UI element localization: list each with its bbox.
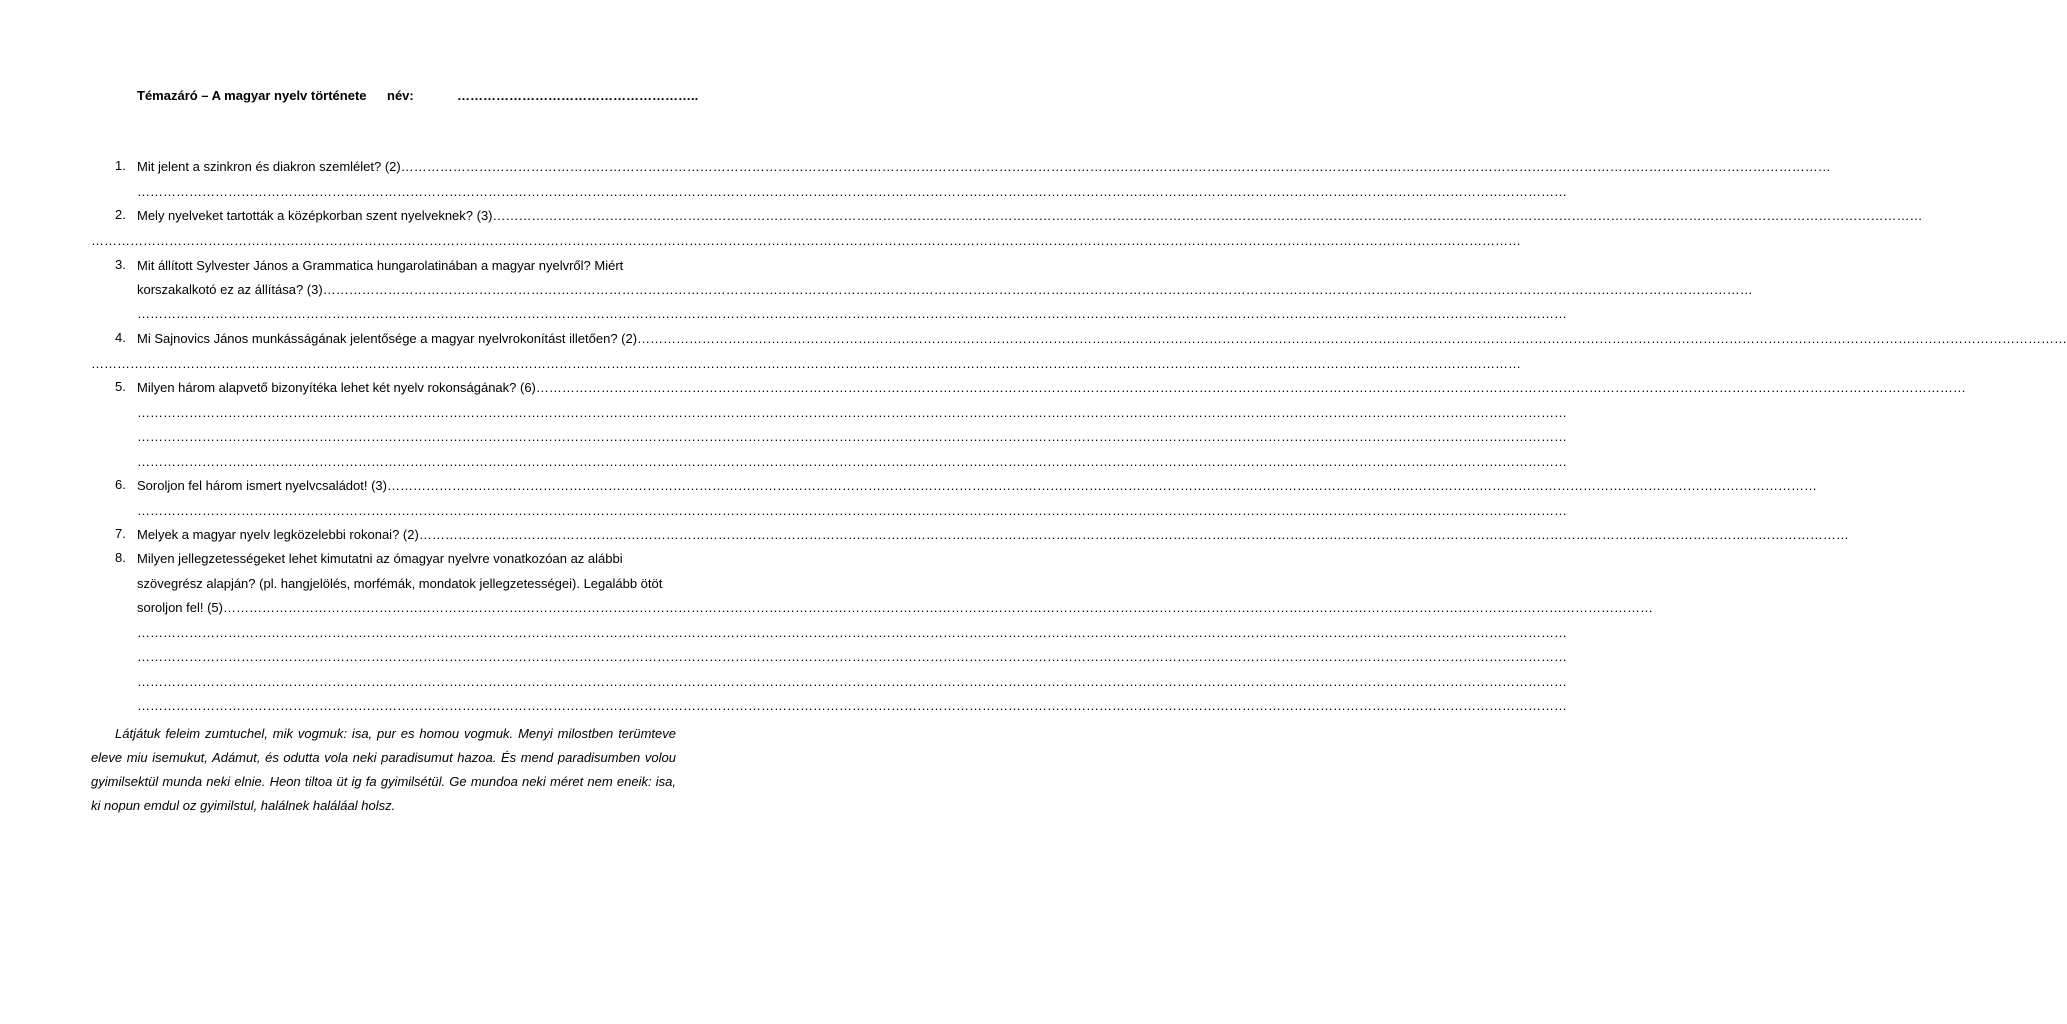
question-number: 8. [115,550,126,565]
answer-dots: …………………………………………………………………………………………………………………………………………………………………………………………………………………………………………………………………………………………………… [535,380,1966,395]
question-number: 2. [115,207,126,222]
answer-line: …………………………………………………………………………………………………………………………………………………………………………………………………………………………………………………………………………………………………… [137,698,1567,713]
question-number: 4. [115,330,126,345]
answer-line: …………………………………………………………………………………………………………………………………………………………………………………………………………………………………………………………………………………………………… [137,306,1567,321]
name-blank: ……………………………………………….. [457,88,699,103]
question-text: Mit jelent a szinkron és diakron szemlélet? (2) [137,159,401,174]
question-number: 7. [115,526,126,541]
answer-dots: …………………………………………………………………………………………………………………………………………………………………………………………………………………………………………………………………………………………………… [418,527,1849,542]
question-text: Milyen három alapvető bizonyítéka lehet két nyelv rokonságának? (6) [137,380,536,395]
answer-line: …………………………………………………………………………………………………………………………………………………………………………………………………………………………………………………………………………………………………… [137,649,1567,664]
question-text: Mit állított Sylvester János a Grammatica hungarolatinában a magyar nyelvről? Miért [137,258,624,273]
answer-line: …………………………………………………………………………………………………………………………………………………………………………………………………………………………………………………………………………………………………… [137,454,1567,469]
question-number: 3. [115,257,126,272]
answer-dots: …………………………………………………………………………………………………………………………………………………………………………………………………………………………………………………………………………………………………… [387,478,1817,493]
question-text: Milyen jellegzetességeket lehet kimutatni az ómagyar nyelvre vonatkozóan az alábbi [137,551,623,566]
answer-dots: …………………………………………………………………………………………………………………………………………………………………………………………………………………………………………………………………………………………………… [492,208,1923,223]
question-text-cont: szövegrész alapján? (pl. hangjelölés, morfémák, mondatok jellegzetességei). Legalább ötöt [137,576,663,591]
page-title: Témazáró – A magyar nyelv története [137,88,367,103]
question-text-cont: korszakalkotó ez az állítása? (3) [137,282,323,297]
question-number: 1. [115,158,126,173]
answer-dots: …………………………………………………………………………………………………………………………………………………………………………………………………………………………………………………………………………………………………… [222,600,1653,615]
old-hungarian-passage: Látjátuk feleim zumtuchel, mik vogmuk: isa, pur es homou vogmuk. Menyi milostben terümteve eleve miu isemukut, Adámut, és odutta vola neki paradisumut hazoa. És mend paradisumben volou gyimilsektül munda neki elnie. Heon tiltoa üt ig fa gyimilsétül. Ge mundoa neki méret nem eneik: isa, ki nopun emdul oz gyimilstul, halálnek haláláal holsz. [91,726,676,813]
answer-line: …………………………………………………………………………………………………………………………………………………………………………………………………………………………………………………………………………………………………… [91,356,1521,371]
name-label: név: [387,88,414,103]
answer-dots: …………………………………………………………………………………………………………………………………………………………………………………………………………………………………………………………………………………………………… [637,331,2067,346]
answer-line: …………………………………………………………………………………………………………………………………………………………………………………………………………………………………………………………………………………………………… [91,233,1521,248]
answer-line: …………………………………………………………………………………………………………………………………………………………………………………………………………………………………………………………………………………………………… [137,503,1567,518]
answer-line: …………………………………………………………………………………………………………………………………………………………………………………………………………………………………………………………………………………………………… [137,184,1567,199]
answer-line: …………………………………………………………………………………………………………………………………………………………………………………………………………………………………………………………………………………………………… [137,429,1567,444]
question-text: Melyek a magyar nyelv legközelebbi rokonai? (2) [137,527,419,542]
question-number: 6. [115,477,126,492]
answer-line: …………………………………………………………………………………………………………………………………………………………………………………………………………………………………………………………………………………………………… [137,405,1567,420]
question-text-cont: soroljon fel! (5) [137,600,223,615]
question-text: Mely nyelveket tartották a középkorban szent nyelveknek? (3) [137,208,493,223]
answer-dots: …………………………………………………………………………………………………………………………………………………………………………………………………………………………………………………………………………………………………… [400,159,1831,174]
answer-line: …………………………………………………………………………………………………………………………………………………………………………………………………………………………………………………………………………………………………… [137,625,1567,640]
question-text: Soroljon fel három ismert nyelvcsaládot! (3) [137,478,387,493]
answer-line: …………………………………………………………………………………………………………………………………………………………………………………………………………………………………………………………………………………………………… [137,674,1567,689]
question-text: Mi Sajnovics János munkásságának jelentősége a magyar nyelvrokonítást illetően? (2) [137,331,638,346]
question-number: 5. [115,379,126,394]
answer-dots: …………………………………………………………………………………………………………………………………………………………………………………………………………………………………………………………………………………………………… [322,282,1753,297]
